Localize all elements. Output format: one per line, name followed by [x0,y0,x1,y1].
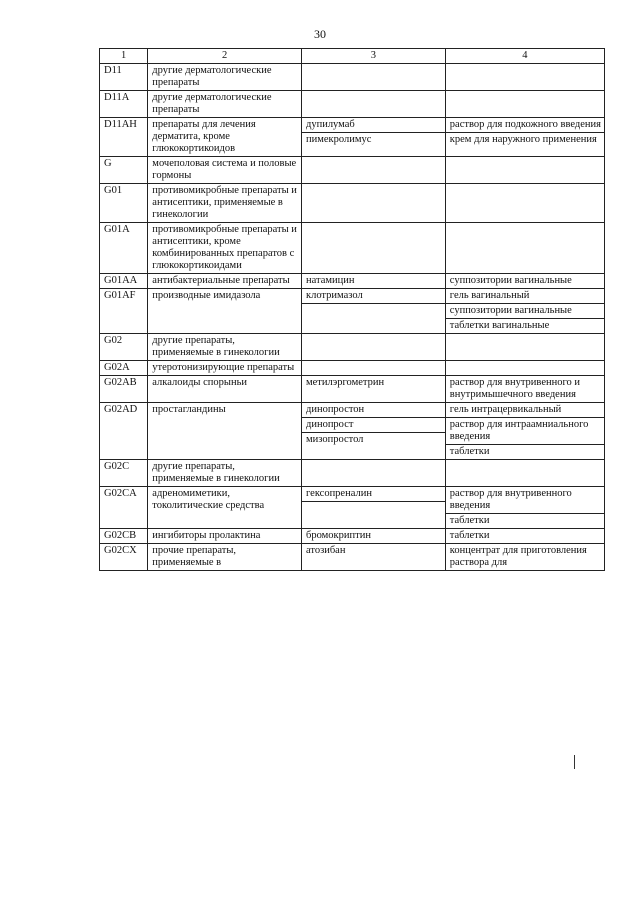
dosage-form: гель интрацервикальный [446,403,604,418]
drug-name-cell [301,91,445,118]
atc-code-cell: G02A [100,361,148,376]
table-row [100,274,605,289]
atc-group-cell: адреномиметики, токолитические средства [148,487,302,529]
atc-code-cell: D11A [100,91,148,118]
dosage-form-cell [445,118,604,157]
dosage-form-cell [445,361,604,376]
atc-code-cell: G02CA [100,487,148,529]
dosage-form-cell [445,157,604,184]
dosage-form-cell [445,289,604,334]
dosage-form-cell [445,376,604,403]
atc-code-cell: D11AH [100,118,148,157]
drug-name-cell [301,223,445,274]
table-row [100,334,605,361]
drug-name-spacer [302,304,445,318]
drug-name-cell [301,544,445,571]
table-row [100,529,605,544]
atc-group-cell: производные имидазола [148,289,302,334]
table-row [100,223,605,274]
drug-name: мизопростол [305,434,364,445]
drug-name: пимекролимус [305,134,372,145]
atc-code-cell: G02CB [100,529,148,544]
dosage-form: таблетки вагинальные [449,320,550,331]
table-row [100,460,605,487]
dosage-form-cell [445,487,604,529]
atc-group-cell: прочие препараты, применяемые в [148,544,302,571]
atc-code-cell: G01AF [100,289,148,334]
atc-group-cell: алкалоиды спорыньи [148,376,302,403]
table-row [100,544,605,571]
dosage-form: раствор для интраамниального введения [446,418,604,445]
margin-mark [574,755,575,769]
drug-name-cell [301,64,445,91]
drug-name: атозибан [305,545,346,556]
dosage-form: таблетки [449,515,490,526]
drug-name-cell [301,487,445,529]
dosage-form-cell [445,64,604,91]
dosage-form: гель вагинальный [446,289,604,304]
atc-group-cell: препараты для лечения дерматита, кроме глюкокортикоидов [148,118,302,157]
drug-name-cell [301,376,445,403]
table-row [100,157,605,184]
atc-group-cell: мочеполовая система и половые гормоны [148,157,302,184]
drug-name-cell [301,274,445,289]
dosage-form: суппозитории вагинальные [446,304,604,319]
table-row [100,403,605,460]
table-row [100,91,605,118]
atc-code-cell: D11 [100,64,148,91]
atc-group-cell: другие препараты, применяемые в гинекологии [148,460,302,487]
table-header [100,49,605,64]
drug-list-table [99,48,605,571]
atc-code-cell: G02C [100,460,148,487]
header-row [100,49,605,64]
drug-name-cell [301,361,445,376]
drug-name: динопростон [302,403,445,418]
table-row [100,289,605,334]
dosage-form: таблетки [449,530,490,541]
drug-name-cell [301,289,445,334]
table-row [100,361,605,376]
atc-code-cell: G02 [100,334,148,361]
drug-name: натамицин [305,275,355,286]
drug-name-cell [301,334,445,361]
drug-name-spacer [302,318,445,332]
header-col-3: 3 [301,49,445,64]
table-row [100,184,605,223]
drug-name: дупилумаб [302,118,445,133]
header-col-4: 4 [445,49,604,64]
atc-group-cell: противомикробные препараты и антисептики, кроме комбинированных препаратов с глюкокортикоидами [148,223,302,274]
dosage-form: раствор для внутривенного введения [446,487,604,514]
atc-group-cell: другие дерматологические препараты [148,91,302,118]
drug-name-cell [301,529,445,544]
drug-name: метилэргометрин [305,377,385,388]
drug-name-cell [301,460,445,487]
table-row [100,487,605,529]
atc-code-cell: G01A [100,223,148,274]
atc-group-cell: антибактериальные препараты [148,274,302,289]
table-row [100,64,605,91]
atc-code-cell: G01AA [100,274,148,289]
dosage-form: раствор для внутривенного и внутримышечного введения [449,377,581,400]
dosage-form-cell [445,529,604,544]
atc-code-cell: G02AD [100,403,148,460]
atc-code-cell: G01 [100,184,148,223]
drug-name: клотримазол [302,289,445,304]
drug-name-cell [301,157,445,184]
atc-group-cell: ингибиторы пролактина [148,529,302,544]
drug-name-cell [301,403,445,460]
dosage-form-cell [445,223,604,274]
drug-name: гексопреналин [302,487,445,502]
drug-name-cell [301,184,445,223]
drug-name: динопрост [302,418,445,433]
dosage-form-cell [445,544,604,571]
header-col-2: 2 [148,49,302,64]
dosage-form: таблетки [449,446,490,457]
drug-name-spacer [302,502,445,516]
dosage-form-cell [445,91,604,118]
dosage-form: концентрат для приготовления раствора для [449,545,587,568]
dosage-form-cell [445,403,604,460]
dosage-form: крем для наружного применения [449,134,597,145]
header-col-1: 1 [100,49,148,64]
atc-code-cell: G02CX [100,544,148,571]
dosage-form: раствор для подкожного введения [446,118,604,133]
dosage-form: суппозитории вагинальные [449,275,572,286]
atc-group-cell: утеротонизирующие препараты [148,361,302,376]
table-row [100,118,605,157]
dosage-form-cell [445,274,604,289]
page-number: 30 [314,27,326,41]
atc-group-cell: противомикробные препараты и антисептики, применяемые в гинекологии [148,184,302,223]
atc-group-cell: простагландины [148,403,302,460]
dosage-form-cell [445,460,604,487]
dosage-form-cell [445,184,604,223]
dosage-form-cell [445,334,604,361]
table-row [100,376,605,403]
drug-name-cell [301,118,445,157]
atc-code-cell: G [100,157,148,184]
atc-code-cell: G02AB [100,376,148,403]
drug-name: бромокриптин [305,530,371,541]
table-body [100,64,605,571]
atc-group-cell: другие препараты, применяемые в гинекологии [148,334,302,361]
atc-group-cell: другие дерматологические препараты [148,64,302,91]
